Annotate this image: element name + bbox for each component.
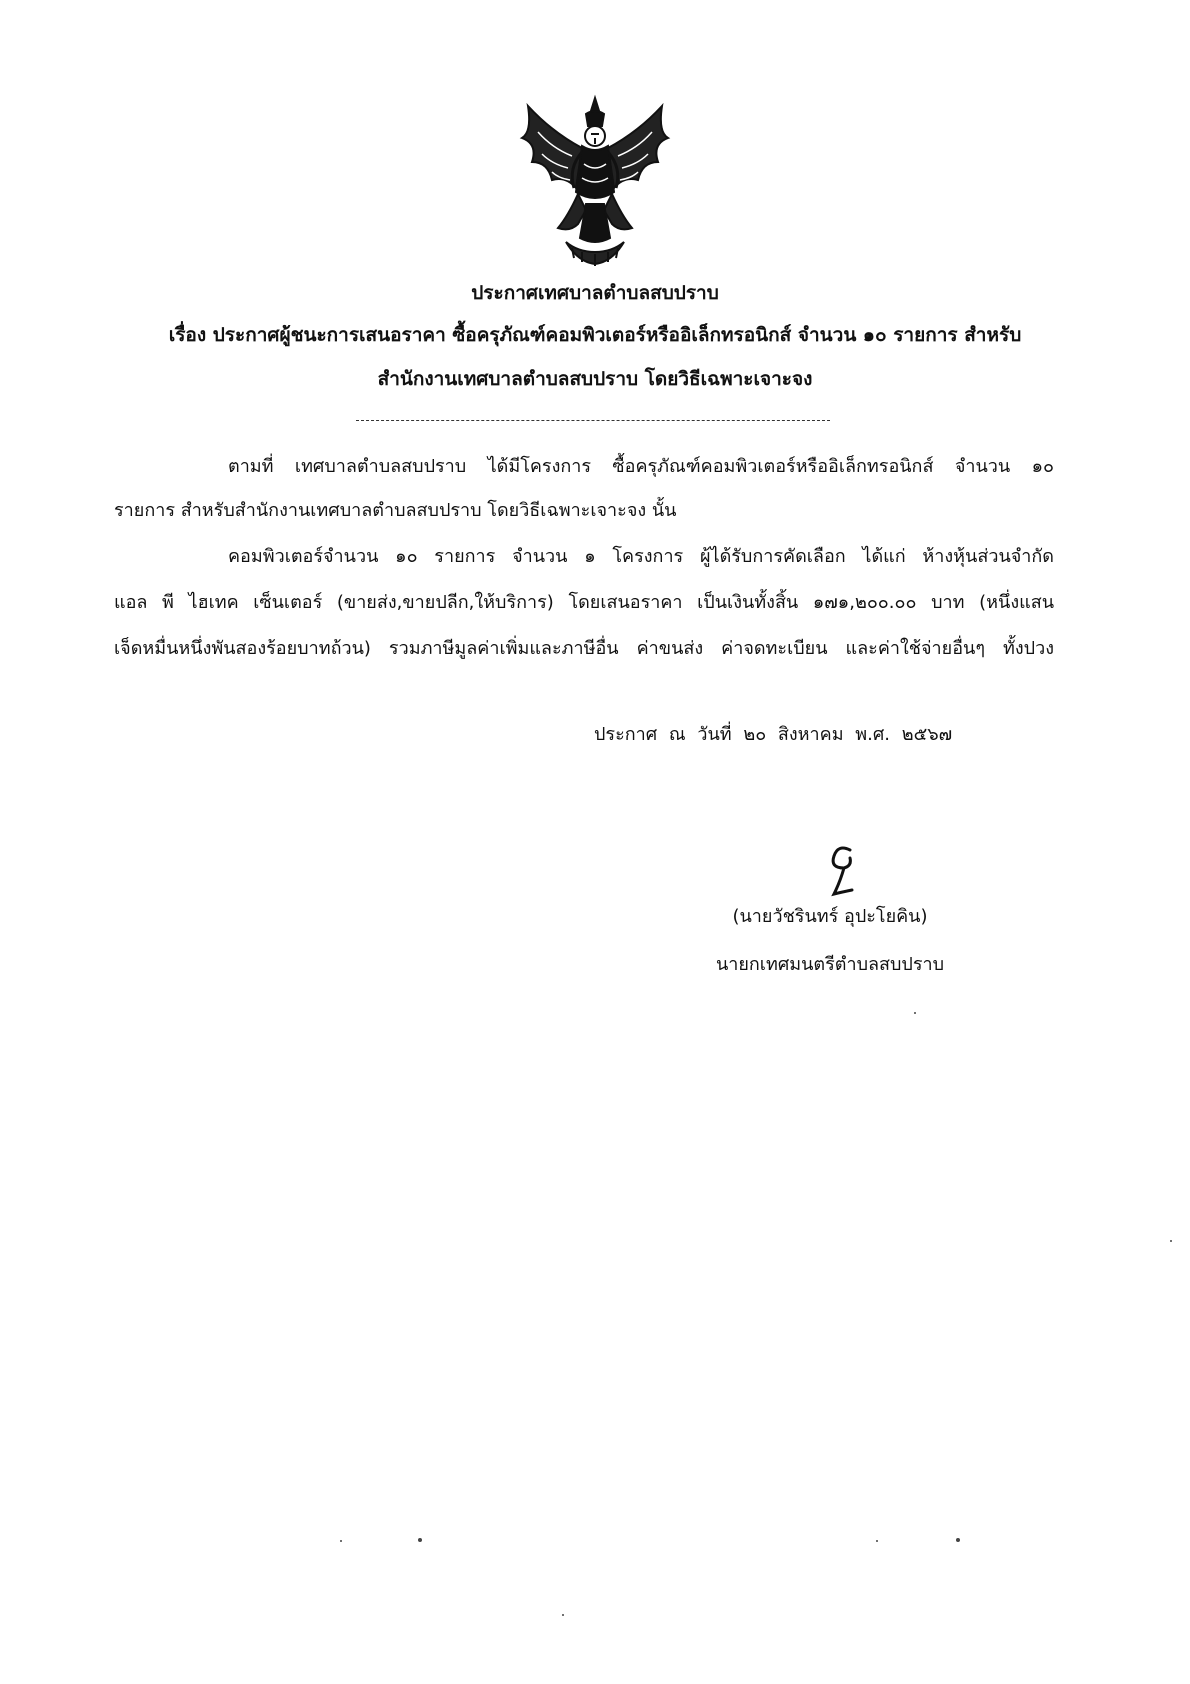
signer-position: นายกเทศมนตรีตำบลสบปราบ bbox=[715, 954, 945, 975]
paragraph-2-line-2: แอล พี ไฮเทค เซ็นเตอร์ (ขายส่ง,ขายปลีก,ให้บริการ) โดยเสนอราคา เป็นเงินทั้งสิ้น ๑๗๑,๒๐๐.๐๐ บาท (หนึ่งแสน bbox=[114, 592, 1055, 613]
announcement-date: ประกาศ ณ วันที่ ๒๐ สิงหาคม พ.ศ. ๒๕๖๗ bbox=[594, 724, 953, 745]
scan-speck bbox=[914, 1012, 916, 1014]
signer-name: (นายวัชรินทร์ อุปะโยคิน) bbox=[732, 906, 928, 927]
scan-speck bbox=[1170, 1240, 1172, 1242]
document-subject-line-2: สำนักงานเทศบาลตำบลสบปราบ โดยวิธีเฉพาะเจาะจง bbox=[377, 368, 813, 390]
document-issuer: ประกาศเทศบาลตำบลสบปราบ bbox=[471, 282, 719, 304]
scan-speck bbox=[876, 1540, 878, 1542]
scan-speck bbox=[562, 1614, 564, 1616]
paragraph-1-line-2: รายการ สำหรับสำนักงานเทศบาลตำบลสบปราบ โดยวิธีเฉพาะเจาะจง นั้น bbox=[114, 500, 677, 521]
paragraph-1-line-1: ตามที่ เทศบาลตำบลสบปราบ ได้มีโครงการ ซื้อครุภัณฑ์คอมพิวเตอร์หรืออิเล็กทรอนิกส์ จำนวน ๑๐ bbox=[228, 456, 1054, 477]
garuda-emblem-icon bbox=[512, 92, 678, 272]
scan-speck bbox=[418, 1538, 422, 1542]
document-subject-line-1: เรื่อง ประกาศผู้ชนะการเสนอราคา ซื้อครุภัณฑ์คอมพิวเตอร์หรืออิเล็กทรอนิกส์ จำนวน ๑๐ รายการ สำหรับ bbox=[168, 324, 1022, 346]
scan-speck bbox=[340, 1540, 342, 1542]
scan-speck bbox=[956, 1538, 960, 1542]
paragraph-2-line-1: คอมพิวเตอร์จำนวน ๑๐ รายการ จำนวน ๑ โครงการ ผู้ได้รับการคัดเลือก ได้แก่ ห้างหุ้นส่วนจำกัด bbox=[228, 546, 1054, 567]
signature-mark-icon bbox=[812, 842, 876, 902]
paragraph-2-line-3: เจ็ดหมื่นหนึ่งพันสองร้อยบาทถ้วน) รวมภาษีมูลค่าเพิ่มและภาษีอื่น ค่าขนส่ง ค่าจดทะเบียน และค่าใช้จ่ายอื่นๆ ทั้งปวง bbox=[114, 638, 1054, 659]
title-divider bbox=[356, 420, 830, 421]
